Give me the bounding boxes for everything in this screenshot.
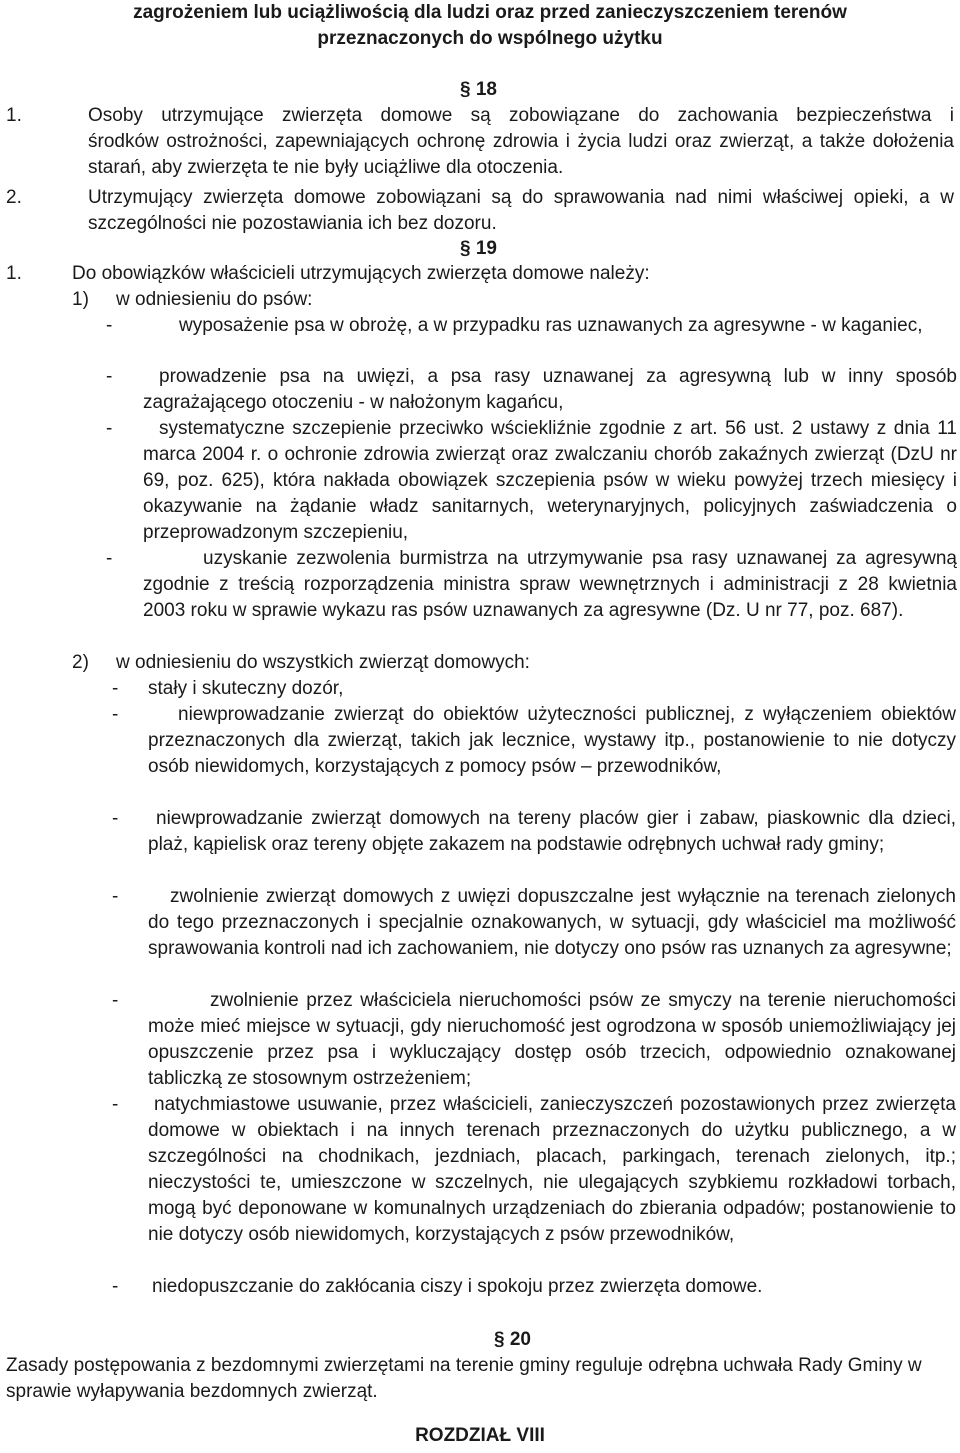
- all-item-3: niewprowadzanie zwierząt domowych na tereny placów gier i zabaw, piaskownic dla dzieci, plaż, kąpielisk oraz tereny objęte zakazem na podstawie odrębnych uchwał rady gminy;: [148, 808, 956, 855]
- all-item-7: niedopuszczanie do zakłócania ciszy i spokoju przez zwierzęta domowe.: [152, 1276, 763, 1297]
- all-animals-list-number: 2): [72, 652, 89, 673]
- dogs-item-4-dash: -: [106, 548, 113, 569]
- dogs-item-4: uzyskanie zezwolenia burmistrza na utrzymywanie psa rasy uznawanej za agresywną zgodnie z treścią rozporządzenia ministra spraw wewnętrznych i administracji z 28 kwietnia 2003 roku w sprawie wykazu ras psów uznawanych za agresywne (Dz. U nr 77, poz. 687).: [143, 548, 957, 621]
- all-item-4-dash: -: [112, 886, 119, 907]
- s18-p1-first-line: Osoby utrzymujące zwierzęta domowe są zobowiązane do zachowania bezpieczeństwa i: [88, 105, 954, 126]
- section-18-title: § 18: [460, 79, 497, 100]
- all-item-5-dash: -: [112, 990, 119, 1011]
- s19-p1-number: 1.: [6, 263, 22, 284]
- section-20-title: § 20: [494, 1329, 531, 1350]
- dogs-item-3-dash: -: [106, 418, 113, 439]
- all-item-3-dash: -: [112, 808, 119, 829]
- s19-p1-text: Do obowiązków właścicieli utrzymujących zwierzęta domowe należy:: [72, 263, 650, 284]
- all-item-1-dash: -: [112, 678, 119, 699]
- dogs-item-3: systematyczne szczepienie przeciwko wściekliźnie zgodnie z art. 56 ust. 2 ustawy z dnia 11 marca 2004 r. o ochronie zdrowia zwierząt oraz zwalczaniu chorób zakaźnych zwierząt (DzU nr 69, poz. 625), która nakłada obowiązek szczepienia psów w wieku powyżej trzech miesięcy i okazywanie na żądanie władz sanitarnych, weterynaryjnych, policyjnych zaświadczenia o przeprowadzonym szczepieniu,: [143, 418, 957, 543]
- s20-text: Zasady postępowania z bezdomnymi zwierzętami na terenie gminy reguluje odrębna uchwała Rady Gminy w sprawie wyłapywania bezdomnych zwierząt.: [6, 1355, 922, 1402]
- all-item-4: zwolnienie zwierząt domowych z uwięzi dopuszczalne jest wyłącznie na terenach zielonych do tego przeznaczonych i specjalnie oznakowanych, w sytuacji, gdy właściciel ma możliwość sprawowania kontroli nad ich zachowaniem, nie dotyczy ono psów ras uznanych za agresywne;: [148, 886, 956, 959]
- all-item-2-dash: -: [112, 704, 119, 725]
- s18-p1-continuation: środków ostrożności, zapewniających ochronę zdrowia i życia ludzi oraz zwierząt, a także dołożenia starań, aby zwierzęta te nie były uciążliwe dla otoczenia.: [88, 131, 954, 178]
- section-19-title: § 19: [460, 238, 497, 259]
- chapter-heading: [60, 0, 920, 52]
- dogs-list-number: 1): [72, 289, 89, 310]
- chapter-viii-heading: ROZDZIAŁ VIII: [415, 1425, 545, 1446]
- all-item-2: niewprowadzanie zwierząt do obiektów użyteczności publicznej, z wyłączeniem obiektów przeznaczonych dla zwierząt, takich jak lecznice, wystawy itp., postanowienie to nie dotyczy osób niewidomych, korzystających z pomocy psów – przewodników,: [148, 704, 956, 777]
- all-item-6: natychmiastowe usuwanie, przez właścicieli, zanieczyszczeń pozostawionych przez zwierzęta domowe w obiektach i na innych terenach przeznaczonych do użytku publicznego, a w szczególności na chodnikach, jezdniach, placach, parkingach, terenach zielonych, itp.; nieczystości te, umieszczone w szczelnych, nie ulegających szybkiemu rozkładowi torbach, mogą być deponowane w komunalnych urządzeniach do zbierania odpadów; postanowienie to nie dotyczy osób niewidomych, korzystających z psów przewodników,: [148, 1094, 956, 1245]
- s18-p2-number: 2.: [6, 187, 22, 208]
- chapter-heading-line-1: zagrożeniem lub uciążliwością dla ludzi oraz przed zanieczyszczeniem terenów: [133, 2, 847, 23]
- all-item-1: stały i skuteczny dozór,: [148, 678, 344, 699]
- dogs-item-1: wyposażenie psa w obrożę, a w przypadku ras uznawanych za agresywne - w kaganiec,: [179, 315, 923, 336]
- dogs-item-2-dash: -: [106, 366, 113, 387]
- dogs-item-2: prowadzenie psa na uwięzi, a psa rasy uznawanej za agresywną lub w inny sposób zagrażającego otoczeniu - w nałożonym kagańcu,: [143, 366, 957, 413]
- dogs-item-1-dash: -: [106, 315, 113, 336]
- s18-p2-text: Utrzymujący zwierzęta domowe zobowiązani są do sprawowania nad nimi właściwej opieki, a w szczególności nie pozostawiania ich bez dozoru.: [88, 187, 954, 234]
- s18-p1-number: 1.: [6, 105, 22, 126]
- dogs-list-label: w odniesieniu do psów:: [116, 289, 313, 310]
- chapter-heading-line-2: przeznaczonych do wspólnego użytku: [317, 28, 663, 49]
- all-item-7-dash: -: [112, 1276, 119, 1297]
- all-item-6-dash: -: [112, 1094, 119, 1115]
- all-animals-list-label: w odniesieniu do wszystkich zwierząt domowych:: [116, 652, 530, 673]
- all-item-5: zwolnienie przez właściciela nieruchomości psów ze smyczy na terenie nieruchomości może mieć miejsce w sytuacji, gdy nieruchomość jest ogrodzona w sposób uniemożliwiający jej opuszczenie przez psa i wykluczający dostęp osób trzecich, odpowiednio oznakowanej tabliczką ze stosownym ostrzeżeniem;: [148, 990, 956, 1089]
